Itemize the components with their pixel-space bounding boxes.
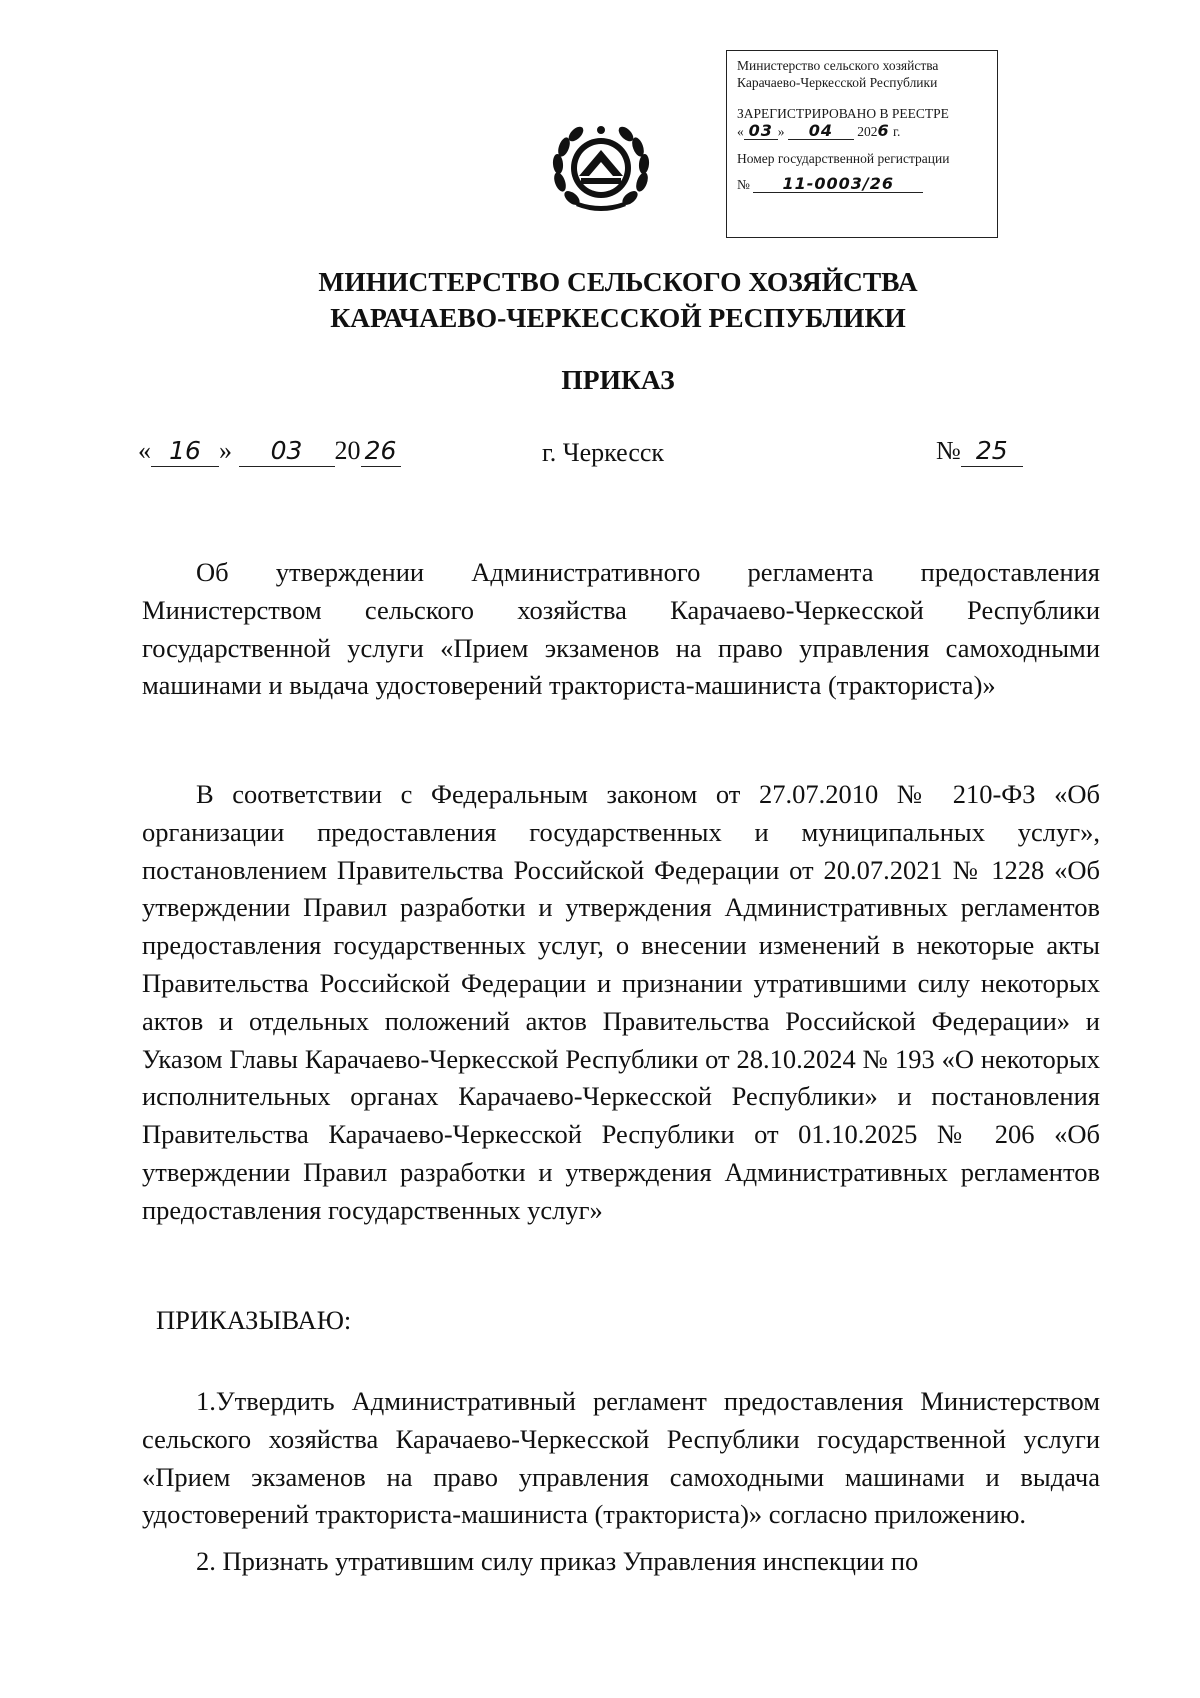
stamp-reg-number: 11-0003/26 <box>753 175 923 193</box>
order-directive-word: ПРИКАЗЫВАЮ: <box>156 1305 352 1335</box>
stamp-reg-day: 03 <box>744 122 778 140</box>
stamp-org-line2: Карачаево-Черкесской Республики <box>737 75 938 90</box>
stamp-org-line1: Министерство сельского хозяйства <box>737 58 939 73</box>
order-number: 25 <box>961 436 1023 467</box>
order-subject-text: Об утверждении Административного регламента предоставления Министерством сельского хозяйства Карачаево-Черкесской Республики государственной услуги «Прием экзаменов на право управления самоходными машинами и выдача удостоверений тракториста-машиниста (тракториста)» <box>142 557 1100 701</box>
order-point-2 <box>142 1543 1100 1581</box>
stamp-reg-year-suffix: г. <box>893 124 901 139</box>
stamp-number-line <box>737 175 987 193</box>
order-year-suffix: 26 <box>361 436 401 467</box>
legal-basis-text: В соответствии с Федеральным законом от 27.07.2010 № 210-ФЗ «Об организации предоставления государственных и муниципальных услуг», постановлением Правительства Российской Федерации от 20.07.2021 № 1228 «Об утверждении Правил разработки и утверждения Административных регламентов предоставления государственных услуг, о внесении изменений в некоторые акты Правительства Российской Федерации и признании утратившими силу некоторых актов и отдельных положений актов Правительства Российской Федерации» и Указом Главы Карачаево-Черкесской Республики от 28.10.2024 № 193 «О некоторых исполнительных органах Карачаево-Черкесской Республики» и постановления Правительства Карачаево-Черкесской Республики от 01.10.2025 № 206 «Об утверждении Правил разработки и утверждения Административных регламентов предоставления государственных услуг» <box>142 779 1100 1225</box>
order-day: 16 <box>151 436 219 467</box>
order-city: г. Черкесск <box>542 438 665 467</box>
order-date: « 16 » 03 20 26 <box>138 436 401 467</box>
order-point-1-text: 1.Утвердить Административный регламент предоставления Министерством сельского хозяйства Карачаево-Черкесской Республики государственной услуги «Прием экзаменов на право управления самоходными машинами и выдача удостоверений тракториста-машиниста (тракториста)» согласно приложению. <box>142 1386 1100 1530</box>
stamp-number-sign: № <box>737 177 750 192</box>
coat-of-arms-emblem <box>546 120 656 216</box>
order-point-2-text: 2. Признать утратившим силу приказ Управления инспекции по <box>196 1546 919 1576</box>
stamp-reg-year-prefix: 202 <box>857 124 878 139</box>
stamp-reg-year-digit: 6 <box>877 121 890 140</box>
registration-stamp <box>726 50 998 238</box>
stamp-date-line: « 03 » 04 2026 г. <box>737 121 901 140</box>
stamp-registered-label: ЗАРЕГИСТРИРОВАНО В РЕЕСТРЕ <box>737 106 949 121</box>
document-type-title: ПРИКАЗ <box>561 364 675 395</box>
legal-basis-paragraph <box>142 776 1100 1230</box>
order-number-block <box>936 436 1023 467</box>
order-date-line <box>138 436 1038 476</box>
order-subject <box>142 554 1100 705</box>
order-number-sign: № <box>936 436 961 465</box>
order-month: 03 <box>239 436 335 467</box>
stamp-number-label: Номер государственной регистрации <box>737 151 950 166</box>
ministry-header <box>0 264 1200 336</box>
order-point-1 <box>142 1383 1100 1534</box>
order-year-prefix: 20 <box>334 436 361 465</box>
ministry-line2: КАРАЧАЕВО-ЧЕРКЕССКОЙ РЕСПУБЛИКИ <box>330 302 906 333</box>
stamp-reg-month: 04 <box>788 122 854 140</box>
ministry-line1: МИНИСТЕРСТВО СЕЛЬСКОГО ХОЗЯЙСТВА <box>318 266 918 297</box>
